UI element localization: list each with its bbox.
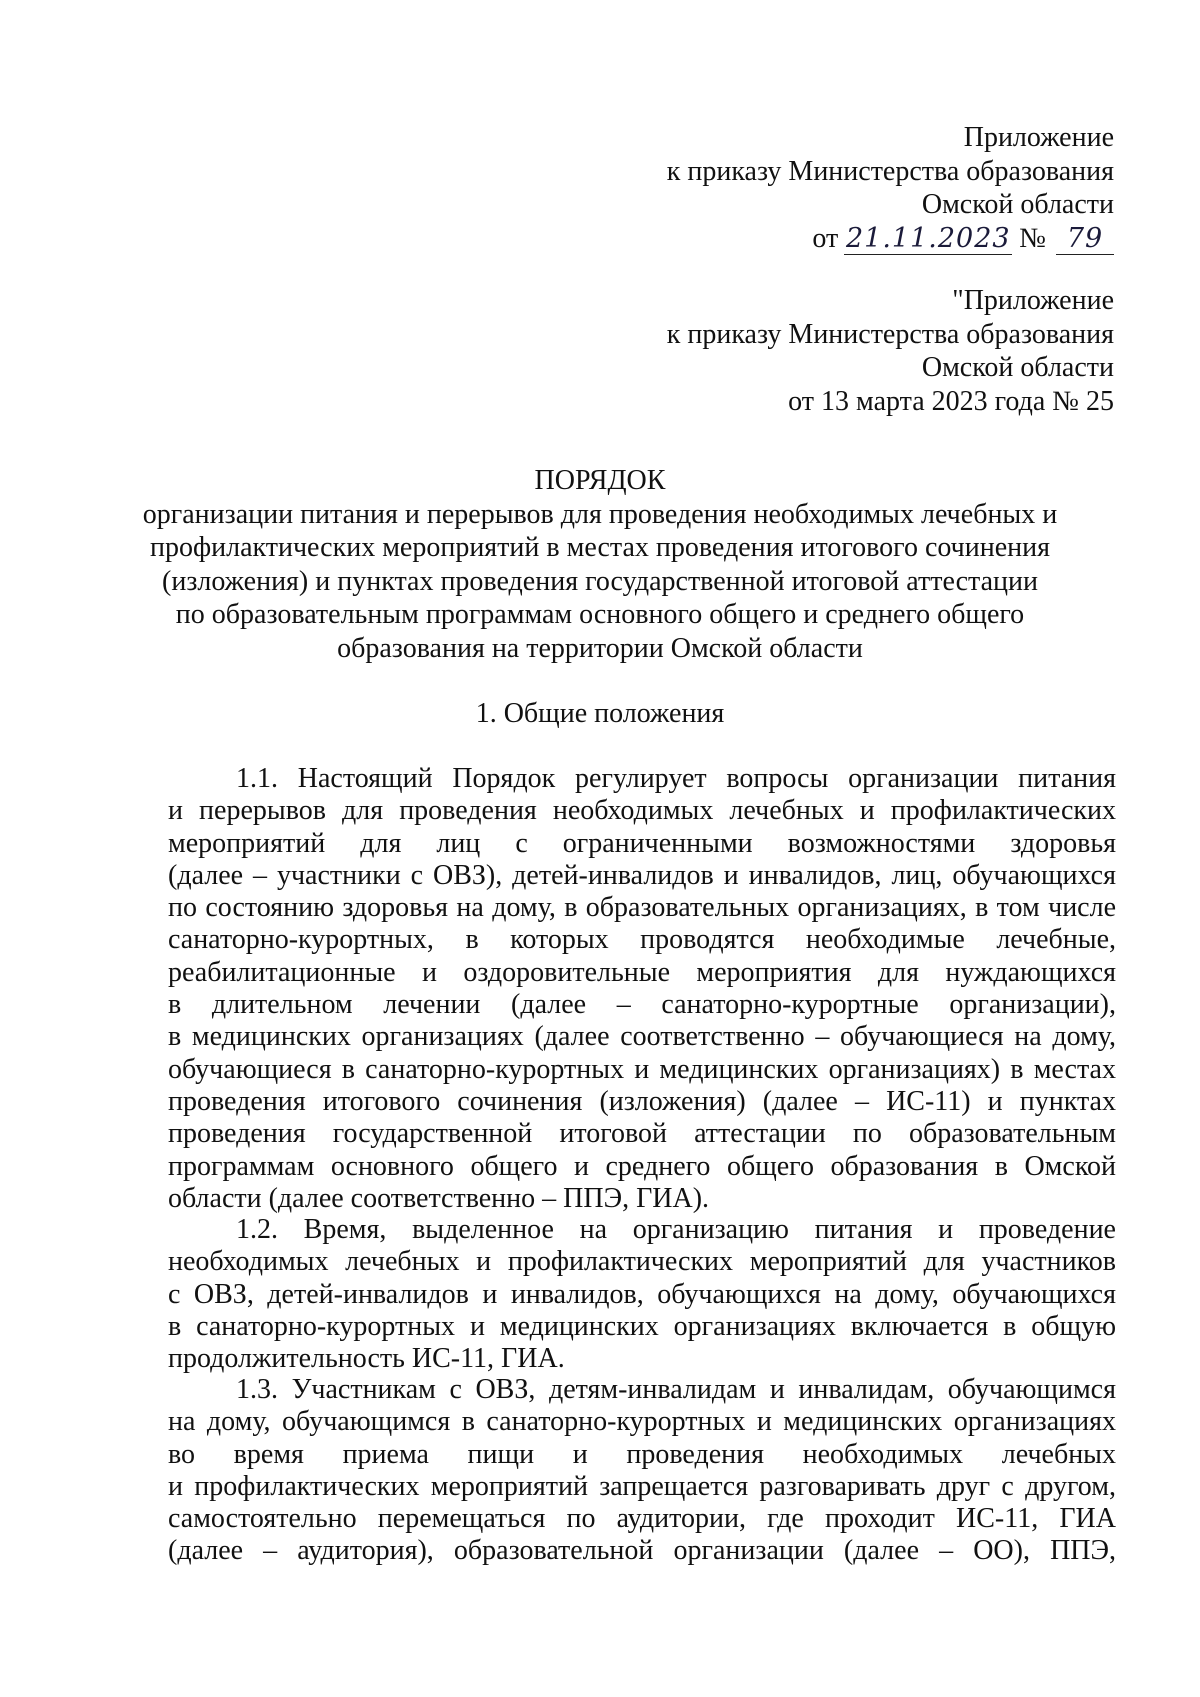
date-prefix: от [812, 222, 839, 254]
text-line: мероприятий для лиц с ограниченными возможностями здоровья [168, 827, 1116, 859]
original-approval-block [667, 284, 1114, 418]
title-line: организации питания и перерывов для проведения необходимых лечебных и [142, 498, 1058, 530]
text-line: на дому, обучающимся в санаторно-курортных и медицинских организациях [168, 1406, 1116, 1438]
handwritten-number: 79 [1056, 224, 1114, 255]
text-line: 1.3. Участникам с ОВЗ, детям-инвалидам и инвалидам, обучающимся [236, 1374, 1116, 1405]
approval-line: Приложение [963, 122, 1114, 153]
original-approval-line: Омской области [921, 352, 1114, 383]
text-line: 1.1. Настоящий Порядок регулирует вопросы организации питания [236, 763, 1116, 794]
text-line: и профилактических мероприятий запрещается разговаривать друг с другом, [168, 1470, 1116, 1502]
title-line: по образовательным программам основного общего и среднего общего [175, 599, 1025, 630]
text-line: необходимых лечебных и профилактических мероприятий для участников [168, 1246, 1116, 1278]
paragraph-1-3 [168, 1374, 1116, 1568]
text-line: в санаторно-курортных и медицинских организациях включается в общую [168, 1310, 1116, 1342]
approval-line: Омской области [921, 189, 1114, 220]
original-approval-line: к приказу Министерства образования [666, 318, 1114, 350]
original-approval-line: "Приложение [952, 285, 1114, 316]
text-line: по состоянию здоровья на дому, в образовательных организациях, в том числе [168, 892, 1116, 924]
text-line: обучающиеся в санаторно-курортных и медицинских организациях) в местах [168, 1053, 1116, 1085]
original-approval-line: от 13 марта 2023 года № 25 [788, 385, 1114, 417]
text-line: в медицинских организациях (далее соответственно – обучающиеся на дому, [168, 1021, 1116, 1053]
handwritten-date: 21.11.2023 [845, 222, 1011, 254]
approval-block [667, 121, 1114, 255]
title-line: образования на территории Омской области [337, 632, 863, 664]
text-line: в длительном лечении (далее – санаторно-курортные организации), [168, 989, 1116, 1021]
text-line: 1.2. Время, выделенное на организацию питания и проведение [236, 1214, 1116, 1245]
text-line: реабилитационные и оздоровительные мероприятия для нуждающихся [168, 956, 1116, 988]
approval-line: к приказу Министерства образования [666, 155, 1114, 187]
number-sign: № [1019, 222, 1046, 254]
document-title [0, 464, 1200, 665]
text-line: проведения государственной итоговой аттестации по образовательным [168, 1118, 1116, 1150]
text-line: проведения итогового сочинения (изложения) (далее – ИС-11) и пунктах [168, 1085, 1116, 1117]
paragraph-1-2 [168, 1214, 1116, 1375]
text-line: санаторно-курортных, в которых проводятся необходимые лечебные, [168, 924, 1116, 956]
text-line: области (далее соответственно – ППЭ, ГИА). [168, 1182, 710, 1214]
approval-date-line [667, 222, 1114, 256]
text-line: во время приема пищи и проведения необходимых лечебных [168, 1438, 1116, 1470]
text-line: самостоятельно перемещаться по аудитории, где проходит ИС-11, ГИА [168, 1503, 1116, 1535]
text-line: и перерывов для проведения необходимых лечебных и профилактических [168, 795, 1116, 827]
title-line: (изложения) и пунктах проведения государственной итоговой аттестации [162, 565, 1038, 597]
paragraph-1-1 [168, 763, 1116, 1215]
text-line: с ОВЗ, детей-инвалидов и инвалидов, обучающихся на дому, обучающихся [168, 1278, 1116, 1310]
text-line: продолжительность ИС-11, ГИА. [168, 1343, 565, 1375]
section-heading: 1. Общие положения [475, 698, 725, 729]
text-line: (далее – участники с ОВЗ), детей-инвалидов и инвалидов, лиц, обучающихся [168, 859, 1116, 891]
title-heading: ПОРЯДОК [534, 465, 666, 496]
text-line: программам основного общего и среднего общего образования в Омской [168, 1150, 1116, 1182]
title-line: профилактических мероприятий в местах проведения итогового сочинения [150, 532, 1050, 563]
text-line: (далее – аудитория), образовательной организации (далее – ОО), ППЭ, [168, 1535, 1116, 1567]
